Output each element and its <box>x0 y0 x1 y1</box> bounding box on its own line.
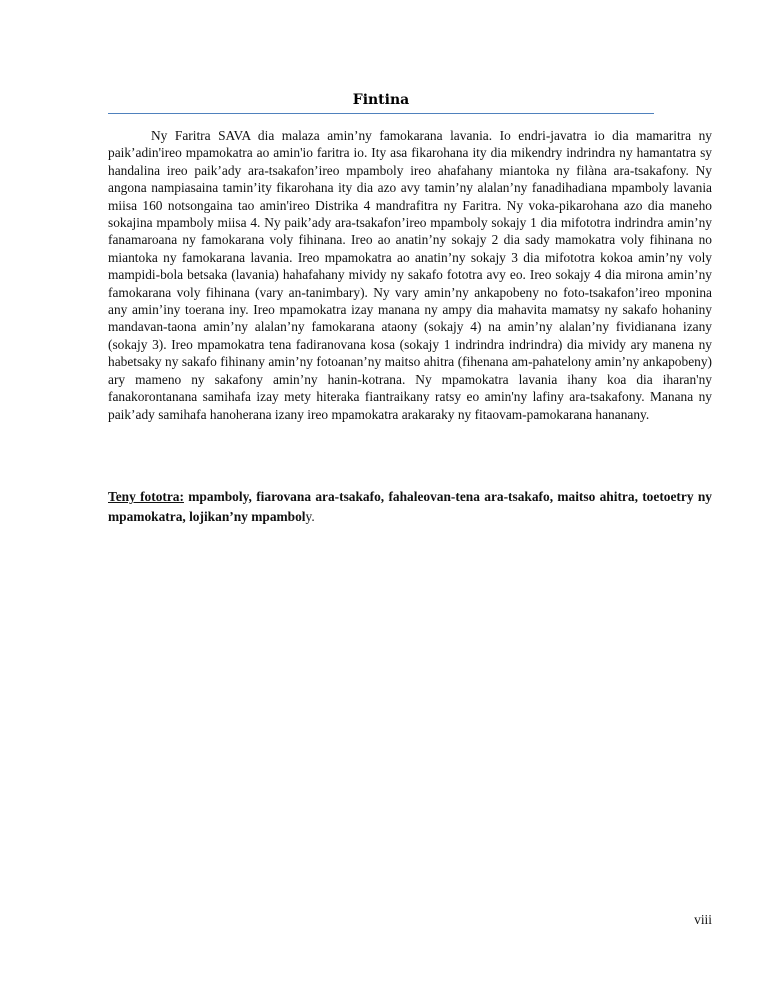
keywords-end: . <box>311 509 315 524</box>
keywords-label: Teny fototra: <box>108 489 184 504</box>
title-divider <box>108 113 654 114</box>
page-title: Fintina <box>352 92 410 108</box>
page-number: viii <box>694 912 712 927</box>
keywords-list: mpamboly, fiarovana ara-tsakafo, fahaleovan-tena ara-tsakafo, maitso ahitra, toetoetry ny mpamokatra, lojikan’ny mpambol <box>108 489 712 524</box>
keywords-last-letter: y <box>305 509 312 524</box>
abstract-paragraph: Ny Faritra SAVA dia malaza amin’ny famokarana lavania. Io endri-javatra io dia mamaritra ny paik’adin'ireo mpamokatra ao amin'io faritra io. Ity asa fikarohana ity dia mikendry indrindra ny hamantatra sy handalina ireo paik’ady ara-tsakafon’ireo mpamboly ireo ahafahany miantoka ny filàna ara-tsakafony. Ny angona nampiasaina tamin’ity fikarohana ity dia azo avy tamin’ny alalan’ny fanadihadiana mpamboly lavania miisa 160 notsongaina tao amin'ireo Distrika 4 mandrafitra ny Faritra. Ny voka-pikarohana azo dia maneho sokajina mpamboly miisa 4. Ny paik’ady ara-tsakafon’ireo mpamboly sokajy 1 dia mifototra indrindra amin’ny fanamaroana ny famokarana voly fihinana. Ireo ao anatin’ny sokajy 2 dia sady mamokatra voly fihinana no miantoka ny famokarana lavania. Ireo mpamokatra ao anatin’ny sokajy 3 dia mifototra kokoa amin’ny voly mampidi-bola betsaka (lavania) hahafahany mividy ny sakafo fototra avy eo. Ireo sokajy 4 dia mirona amin’ny famokarana voly fihinana (vary an-tanimbary). Ny vary amin’ny ankapobeny no foto-tsakafon’ireo mponina any amin’iny toerana iny. Ireo mpamokatra izay manana ny ampy dia mahavita mamatsy ny sakafo hohaniny mandavan-taona amin’ny alalan’ny famokarana ataony (sokajy 4) na amin’ny alalan’ny fividianana izany (sokajy 3). Ireo mpamokatra tena fadiranovana kosa (sokajy 1 indrindra indrindra) dia mividy ary manena ny habetsaky ny sakafo fihinany amin’ny fotoanan’ny maitso ahitra (fihenana am-pahatelony amin’ny ankapobeny) ary mameno ny sakafony amin’ny hanin-kotrana. Ny mpamokatra lavania ihany koa dia iharan'ny fanakorontanana samihafa izay mety hiteraka fiantraikany ratsy eo amin'ny lafiny ara-tsakafony. Manana ny paik’ady samihafa hanoherana izany ireo mpamokatra arakaraky ny fitaovam-pamokarana hananany. <box>108 128 712 422</box>
keywords-paragraph <box>108 487 712 527</box>
